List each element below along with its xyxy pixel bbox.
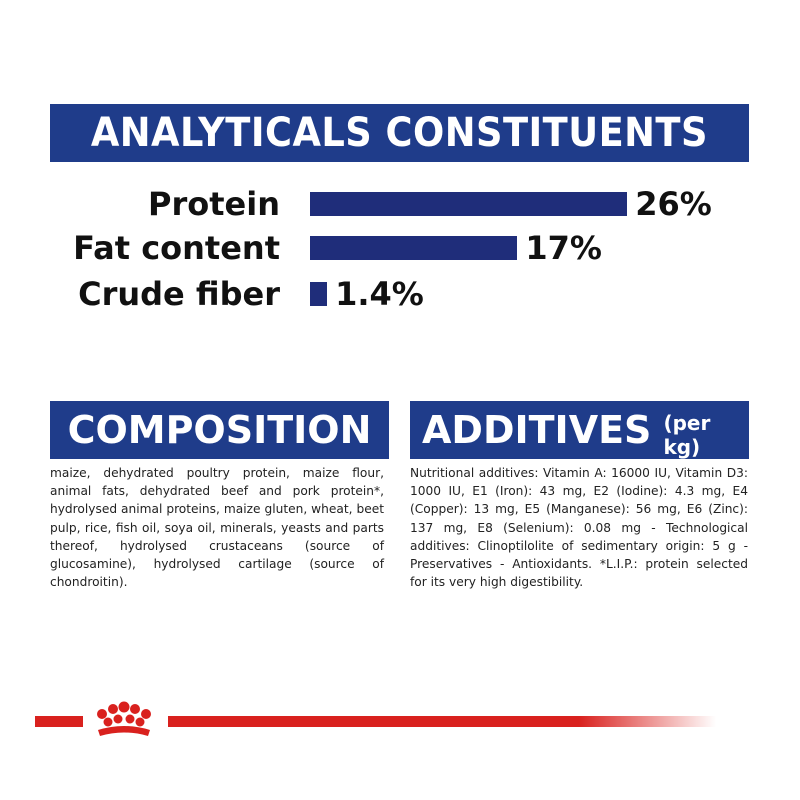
footer-red-line-right xyxy=(168,716,716,727)
additives-title: ADDITIVES xyxy=(422,408,652,452)
additives-banner xyxy=(410,401,749,459)
analytics-banner xyxy=(50,104,749,162)
additives-text: Nutritional additives: Vitamin A: 16000 IU, Vitamin D3: 1000 IU, E1 (Iron): 43 mg, E2 (Iodine): 4.3 mg, E4 (Copper): 13 mg, E5 (Manganese): 56 mg, E6 (Zinc): 137 mg, E8 (Selenium): 0.08 mg - Technological additives: Clinoptilolite of sedimentary origin: 5 g - Preservatives - Antioxidants. *L.I.P.: protein selected for its very high digestibility. xyxy=(410,466,748,590)
analytics-row-protein xyxy=(0,182,800,226)
row-value: 17% xyxy=(525,229,602,267)
additives-unit: (per kg) xyxy=(663,411,711,459)
row-value: 26% xyxy=(635,185,712,223)
analytics-title: ANALYTICALS CONSTITUENTS xyxy=(90,110,709,156)
row-label: Protein xyxy=(148,185,280,223)
composition-banner xyxy=(50,401,389,459)
value-bar xyxy=(310,192,627,216)
footer-red-line-left xyxy=(35,716,83,727)
row-label: Fat content xyxy=(73,229,280,267)
composition-title: COMPOSITION xyxy=(67,408,372,452)
analytics-row-fiber xyxy=(0,272,800,316)
row-label: Crude fiber xyxy=(78,275,280,313)
value-bar xyxy=(310,236,517,260)
value-bar xyxy=(310,282,327,306)
crown-icon xyxy=(88,700,160,744)
analytics-row-fat xyxy=(0,226,800,270)
composition-text: maize, dehydrated poultry protein, maize flour, animal fats, dehydrated beef and pork protein*, hydrolysed animal proteins, maize gluten, wheat, beet pulp, rice, fish oil, soya oil, minerals, yeasts and parts thereof, hydrolysed crustaceans (source of glucosamine), hydrolysed cartilage (source of chondroitin). xyxy=(50,466,384,590)
row-value: 1.4% xyxy=(335,275,424,313)
